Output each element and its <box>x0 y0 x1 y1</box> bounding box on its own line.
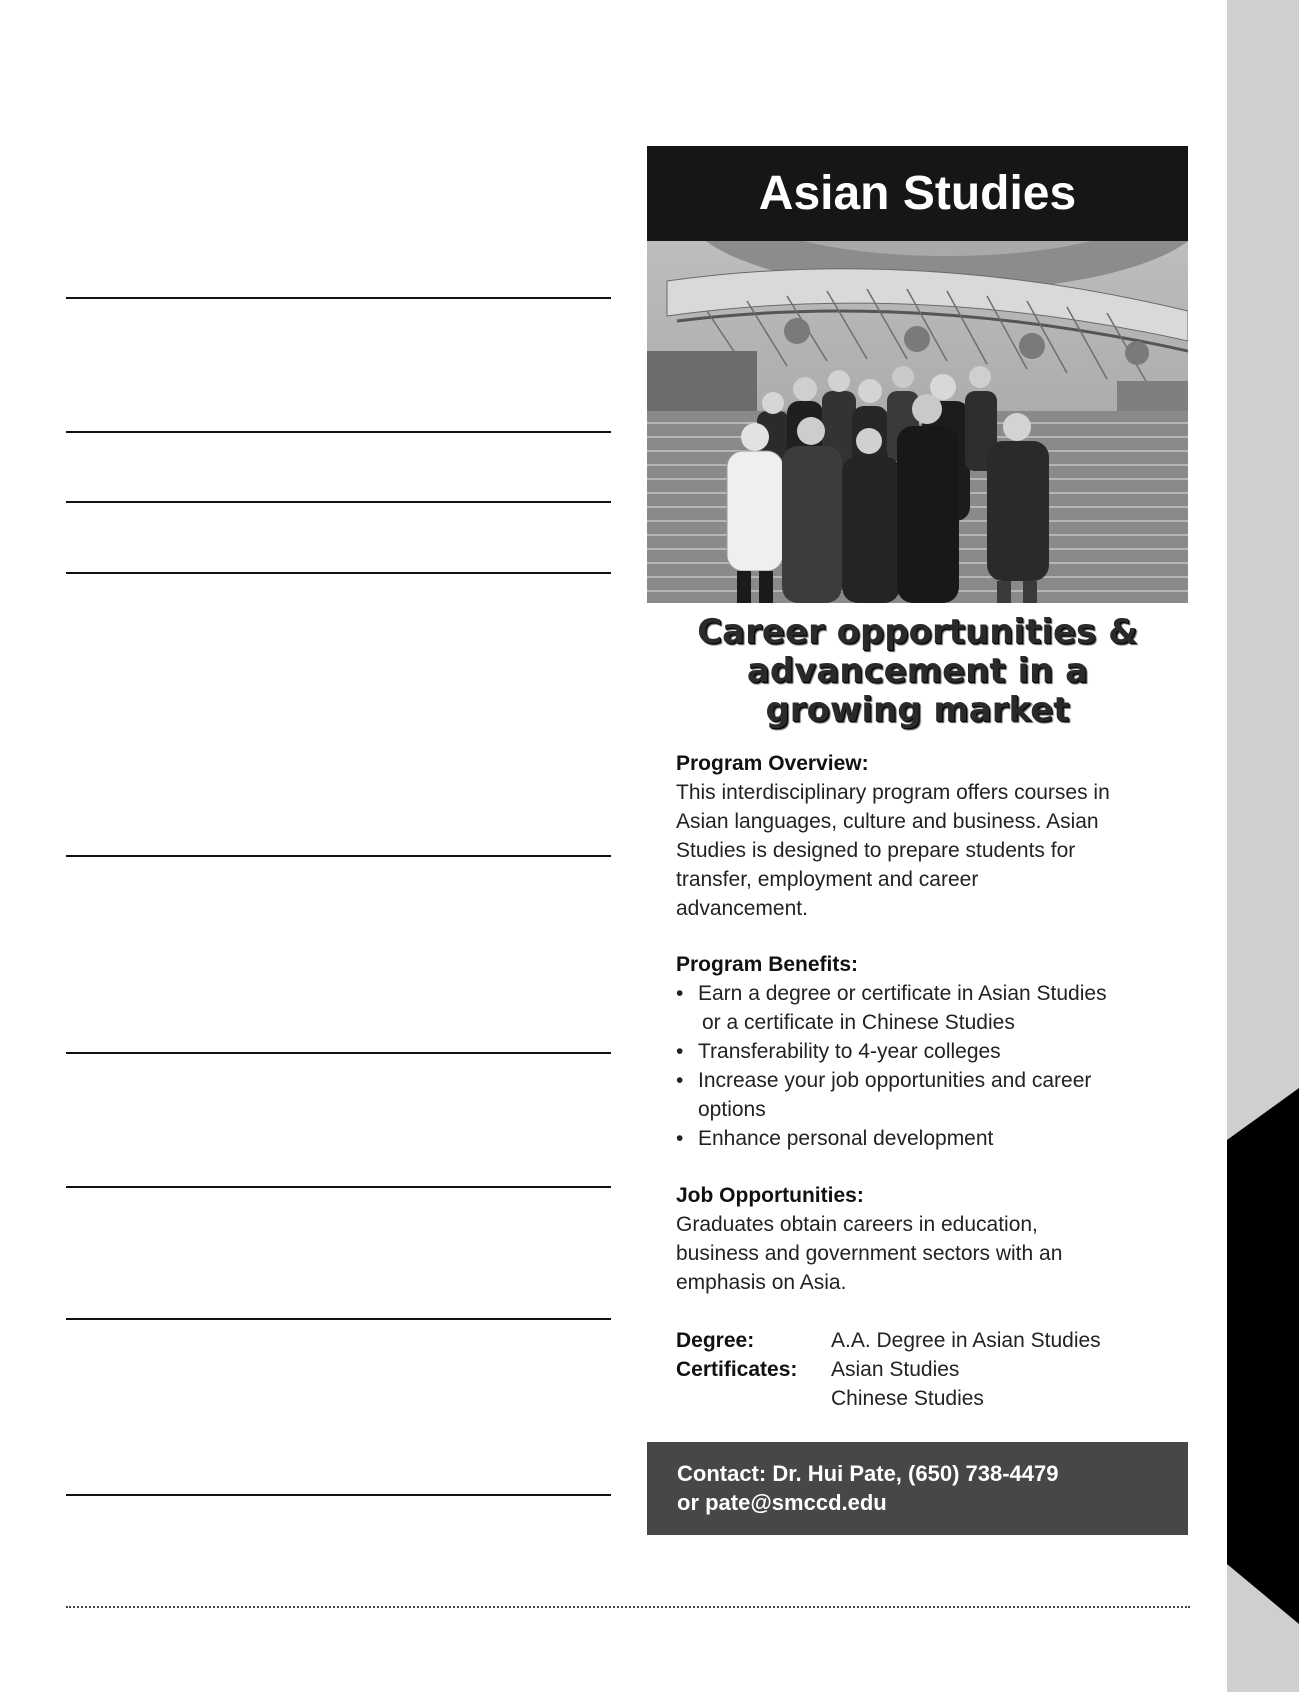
benefit-item <box>676 1037 1176 1066</box>
asian-studies-flyer <box>647 146 1188 1535</box>
degree-value: A.A. Degree in Asian Studies <box>831 1329 1101 1352</box>
benefit-item <box>676 1066 1176 1124</box>
overview-line: Studies is designed to prepare students for <box>676 839 1076 862</box>
benefit-text: • Enhance personal development <box>698 1127 994 1150</box>
overview-heading: Program Overview: <box>676 752 869 775</box>
notes-line <box>66 1318 611 1320</box>
overview-line: Asian languages, culture and business. Asian <box>676 810 1099 833</box>
contact-line: Contact: Dr. Hui Pate, (650) 738-4479 <box>677 1461 1059 1486</box>
benefits-list <box>676 979 1176 1153</box>
overview-line: This interdisciplinary program offers courses in <box>676 781 1110 804</box>
notes-line <box>66 1052 611 1054</box>
group-photo <box>647 241 1188 603</box>
degree-row <box>676 1326 1176 1355</box>
notes-line <box>66 1494 611 1496</box>
benefit-text: • Earn a degree or certificate in Asian Studies <box>698 982 1107 1005</box>
notes-line <box>66 501 611 503</box>
headline-line: Career opportunities & <box>697 612 1138 652</box>
jobs-line: Graduates obtain careers in education, <box>676 1213 1038 1236</box>
program-benefits <box>676 950 1176 1153</box>
notes-line <box>66 431 611 433</box>
certificates-label: Certificates: <box>676 1358 798 1381</box>
headline-line: growing market <box>765 690 1070 730</box>
contact-banner <box>647 1442 1188 1535</box>
certificate-value: Asian Studies <box>831 1358 960 1381</box>
certificate-value: Chinese Studies <box>831 1387 984 1410</box>
job-opportunities <box>676 1181 1176 1297</box>
benefit-text: or a certificate in Chinese Studies <box>702 1011 1015 1034</box>
contact-email[interactable]: or pate@smccd.edu <box>677 1490 887 1515</box>
certificates-row <box>676 1384 1176 1413</box>
program-overview <box>676 749 1176 923</box>
headline-line: advancement in a <box>746 651 1089 691</box>
overview-line: advancement. <box>676 897 808 920</box>
benefit-item <box>676 1124 1176 1153</box>
benefit-text: options <box>698 1098 766 1121</box>
certificates-row <box>676 1355 1176 1384</box>
notes-line <box>66 572 611 574</box>
degree-label: Degree: <box>676 1329 755 1352</box>
notes-line <box>66 297 611 299</box>
overview-line: transfer, employment and career <box>676 868 979 891</box>
flyer-headline <box>647 613 1188 730</box>
benefits-heading: Program Benefits: <box>676 953 859 976</box>
notes-line <box>66 855 611 857</box>
jobs-line: business and government sectors with an <box>676 1242 1063 1265</box>
degree-certificates <box>676 1326 1176 1413</box>
benefit-item <box>676 979 1176 1037</box>
page-edge-tab <box>1227 0 1299 1692</box>
benefit-text: • Transferability to 4-year colleges <box>698 1040 1001 1063</box>
notes-line <box>66 1186 611 1188</box>
flyer-title: Asian Studies <box>647 146 1188 241</box>
dotted-cut-line <box>66 1606 1190 1608</box>
jobs-line: emphasis on Asia. <box>676 1271 847 1294</box>
jobs-heading: Job Opportunities: <box>676 1184 864 1207</box>
edge-tab-marker <box>1227 1088 1299 1624</box>
benefit-text: • Increase your job opportunities and career <box>698 1069 1092 1092</box>
